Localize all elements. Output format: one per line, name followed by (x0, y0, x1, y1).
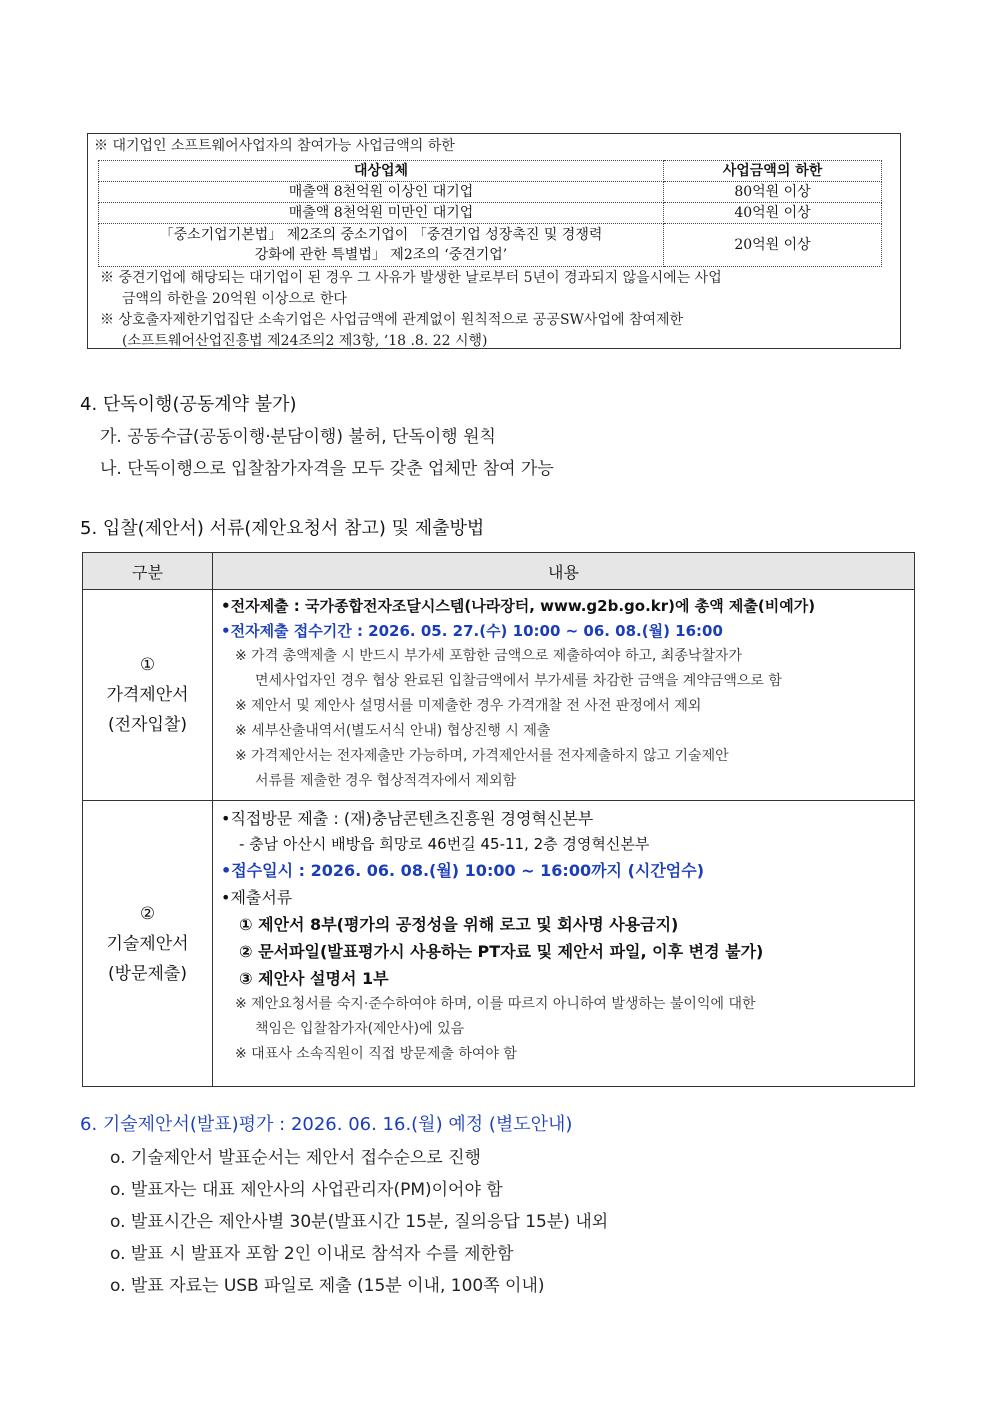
note-line: ※ 중견기업에 해당되는 대기업이 된 경우 그 사유가 발생한 날로부터 5년이 경과되지 않을시에는 사업 (100, 270, 722, 286)
header-content: 내용 (213, 553, 915, 590)
limit-table-header (99, 161, 882, 182)
section6-item: o. 발표 자료는 USB 파일로 제출 (15분 이내, 100쪽 이내) (110, 1276, 545, 1296)
header-category: 구분 (83, 553, 213, 590)
category-number: ① (139, 655, 156, 675)
limit-target-line: 「중소기업기본법」 제2조의 중소기업이 「중견기업 성장촉진 및 경쟁력 (159, 227, 603, 243)
note-line: 금액의 하한을 20억원 이상으로 한다 (122, 291, 347, 307)
table-row (83, 801, 915, 1087)
content-line: ※ 제안요청서를 숙지·준수하여야 하며, 이를 따르지 아니하여 발생하는 불이익에 대한 (235, 996, 756, 1012)
limit-header-amount: 사업금액의 하한 (664, 161, 882, 182)
table-row (83, 590, 915, 801)
limit-intro: ※ 대기업인 소프트웨어사업자의 참여가능 사업금액의 하한 (94, 138, 455, 154)
category-number: ② (139, 903, 156, 924)
content-line: ② 문서파일(발표평가시 사용하는 PT자료 및 제안서 파일, 이후 변경 불가) (239, 942, 764, 961)
limit-amount: 20억원 이상 (664, 224, 882, 267)
section6-item: o. 발표시간은 제안사별 30분(발표시간 15분, 질의응답 15분) 내외 (110, 1212, 609, 1232)
content-line: •제출서류 (221, 888, 293, 907)
limit-note-2 (100, 310, 890, 352)
content-line: ※ 세부산출내역서(별도서식 안내) 협상진행 시 제출 (235, 723, 551, 739)
table-row (99, 203, 882, 224)
submission-table (82, 552, 915, 1087)
content-line: ※ 대표사 소속직원이 직접 방문제출 하여야 함 (235, 1046, 517, 1062)
content-line: ※ 가격제안서는 전자제출만 가능하며, 가격제안서를 전자제출하지 않고 기술제안 (235, 748, 729, 764)
section6-item: o. 기술제안서 발표순서는 제안서 접수순으로 진행 (110, 1148, 481, 1168)
section6-title: 6. 기술제안서(발표)평가 : 2026. 06. 16.(월) 예정 (별도안내) (80, 1114, 573, 1135)
section4-item-b: 나. 단독이행으로 입찰참가자격을 모두 갖춘 업체만 참여 가능 (100, 459, 554, 479)
content-line: ① 제안서 8부(평가의 공정성을 위해 로고 및 회사명 사용금지) (239, 915, 679, 934)
category-name: 가격제안서 (106, 685, 189, 705)
tech-proposal-category (83, 801, 213, 1087)
content-line: ③ 제안사 설명서 1부 (239, 969, 389, 988)
content-line: •직접방문 제출 : (재)충남콘텐츠진흥원 경영혁신본부 (221, 809, 594, 828)
content-line: 서류를 제출한 경우 협상적격자에서 제외함 (255, 773, 517, 789)
limit-table (98, 160, 882, 267)
sw-limit-box (87, 133, 901, 349)
tech-proposal-content (213, 801, 915, 1087)
table-row (99, 182, 882, 203)
content-line: 면세사업자인 경우 협상 완료된 입찰금액에서 부가세를 차감한 금액을 계약금액으로 함 (255, 673, 782, 689)
note-line: ※ 상호출자제한기업집단 소속기업은 사업금액에 관계없이 원칙적으로 공공SW사업에 참여제한 (100, 312, 684, 328)
content-line: 책임은 입찰참가자(제안사)에 있음 (255, 1021, 465, 1037)
limit-target (99, 224, 664, 267)
limit-header-target: 대상업체 (99, 161, 664, 182)
content-line: •접수일시 : 2026. 06. 08.(월) 10:00 ~ 16:00까지 (시간엄수) (221, 861, 705, 880)
section6-item: o. 발표 시 발표자 포함 2인 이내로 참석자 수를 제한함 (110, 1244, 514, 1264)
limit-target: 매출액 8천억원 이상인 대기업 (99, 182, 664, 203)
section5-title: 5. 입찰(제안서) 서류(제안요청서 참고) 및 제출방법 (80, 518, 485, 539)
content-line: •전자제출 접수기간 : 2026. 05. 27.(수) 10:00 ~ 06. 08.(월) 16:00 (221, 622, 723, 640)
limit-amount: 80억원 이상 (664, 182, 882, 203)
section4-item-a: 가. 공동수급(공동이행·분담이행) 불허, 단독이행 원칙 (100, 427, 496, 447)
category-method: (방문제출) (108, 963, 187, 984)
limit-target: 매출액 8천억원 미만인 대기업 (99, 203, 664, 224)
content-line: ※ 제안서 및 제안사 설명서를 미제출한 경우 가격개찰 전 사전 판정에서 제외 (235, 698, 702, 714)
content-line: ※ 가격 총액제출 시 반드시 부가세 포함한 금액으로 제출하여야 하고, 최종낙찰자가 (235, 648, 742, 664)
limit-amount: 40억원 이상 (664, 203, 882, 224)
category-name: 기술제안서 (106, 933, 189, 954)
category-method: (전자입찰) (108, 715, 187, 735)
content-line: - 충남 아산시 배방읍 희망로 46번길 45-11, 2층 경영혁신본부 (239, 835, 650, 853)
submission-table-header (83, 553, 915, 590)
note-line: (소프트웨어산업진흥법 제24조의2 제3항, ‘18 .8. 22 시행) (122, 333, 488, 349)
content-line: •전자제출 : 국가종합전자조달시스템(나라장터, www.g2b.go.kr)에 총액 제출(비예가) (221, 597, 816, 615)
table-row (99, 224, 882, 267)
price-proposal-content (213, 590, 915, 801)
limit-note-1 (100, 268, 890, 310)
section4-title: 4. 단독이행(공동계약 불가) (80, 394, 297, 415)
section6-item: o. 발표자는 대표 제안사의 사업관리자(PM)이어야 함 (110, 1180, 503, 1200)
limit-target-line: 강화에 관한 특별법」 제2조의 ‘중견기업’ (254, 247, 508, 263)
price-proposal-category (83, 590, 213, 801)
